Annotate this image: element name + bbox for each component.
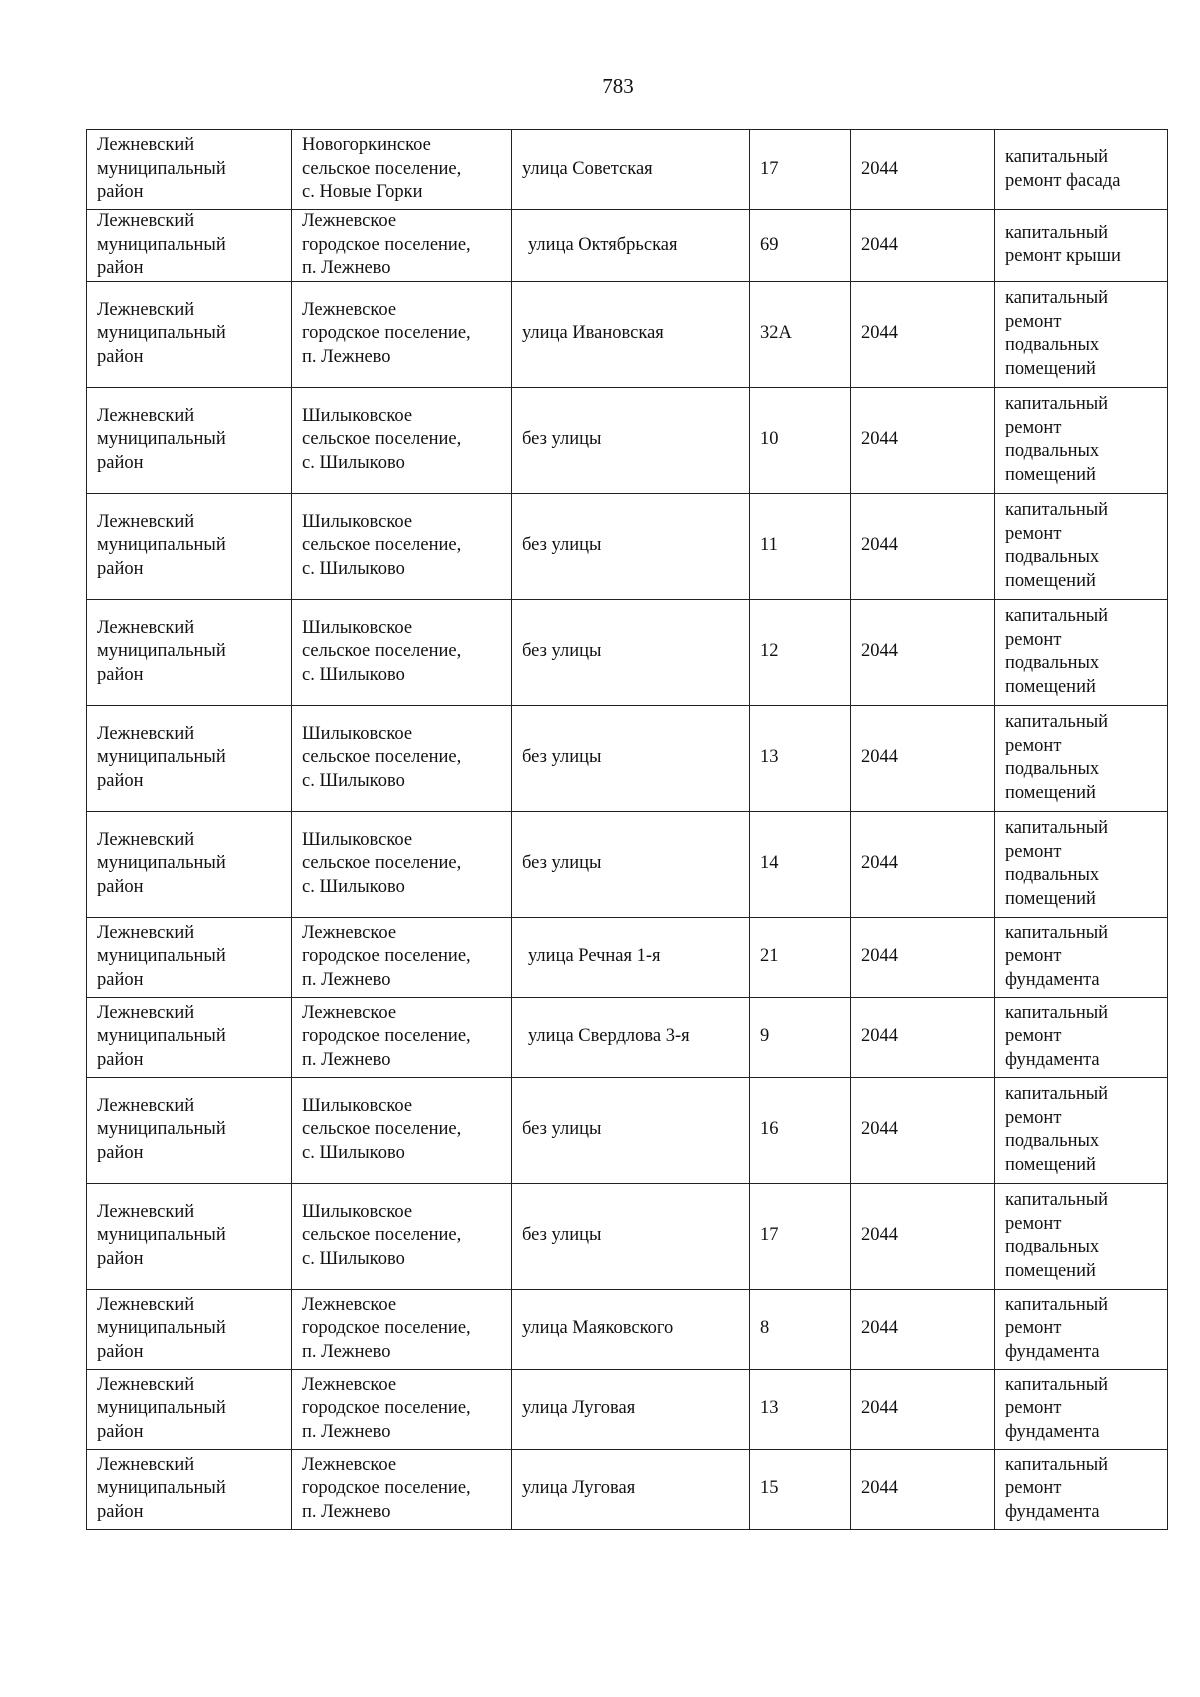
cell-street: улица Луговая — [512, 1449, 750, 1529]
cell-house: 14 — [750, 811, 851, 917]
cell-settlement: Лежневское городское поселение, п. Лежнево — [292, 281, 512, 387]
cell-district: Лежневский муниципальный район — [87, 705, 292, 811]
cell-settlement: Лежневское городское поселение, п. Лежнево — [292, 917, 512, 997]
cell-district: Лежневский муниципальный район — [87, 130, 292, 210]
cell-street: без улицы — [512, 1077, 750, 1183]
cell-settlement: Шилыковское сельское поселение, с. Шилыково — [292, 1183, 512, 1289]
cell-settlement: Лежневское городское поселение, п. Лежнево — [292, 210, 512, 282]
page-number: 783 — [602, 74, 634, 98]
cell-house: 11 — [750, 493, 851, 599]
table-row — [87, 917, 1168, 997]
cell-year: 2044 — [851, 1183, 995, 1289]
cell-year: 2044 — [851, 1449, 995, 1529]
cell-settlement: Шилыковское сельское поселение, с. Шилыково — [292, 387, 512, 493]
cell-district: Лежневский муниципальный район — [87, 493, 292, 599]
cell-district: Лежневский муниципальный район — [87, 1077, 292, 1183]
cell-street: улица Октябрьская — [512, 210, 750, 282]
cell-settlement: Шилыковское сельское поселение, с. Шилыково — [292, 811, 512, 917]
cell-street: без улицы — [512, 811, 750, 917]
cell-street: без улицы — [512, 493, 750, 599]
cell-house: 21 — [750, 917, 851, 997]
cell-settlement: Новогоркинское сельское поселение, с. Новые Горки — [292, 130, 512, 210]
cell-house: 12 — [750, 599, 851, 705]
cell-year: 2044 — [851, 281, 995, 387]
cell-settlement: Лежневское городское поселение, п. Лежнево — [292, 1289, 512, 1369]
cell-work: капитальный ремонт подвальных помещений — [995, 599, 1168, 705]
cell-work: капитальный ремонт подвальных помещений — [995, 281, 1168, 387]
cell-work: капитальный ремонт подвальных помещений — [995, 493, 1168, 599]
cell-year: 2044 — [851, 210, 995, 282]
table-row — [87, 997, 1168, 1077]
cell-settlement: Шилыковское сельское поселение, с. Шилыково — [292, 705, 512, 811]
cell-year: 2044 — [851, 917, 995, 997]
cell-year: 2044 — [851, 811, 995, 917]
table-row — [87, 210, 1168, 282]
table-row — [87, 705, 1168, 811]
table-row — [87, 811, 1168, 917]
cell-district: Лежневский муниципальный район — [87, 917, 292, 997]
cell-settlement: Лежневское городское поселение, п. Лежнево — [292, 997, 512, 1077]
cell-house: 17 — [750, 130, 851, 210]
cell-work: капитальный ремонт фундамента — [995, 1449, 1168, 1529]
cell-year: 2044 — [851, 599, 995, 705]
table-row — [87, 1077, 1168, 1183]
cell-work: капитальный ремонт подвальных помещений — [995, 705, 1168, 811]
cell-work: капитальный ремонт крыши — [995, 210, 1168, 282]
cell-district: Лежневский муниципальный район — [87, 1369, 292, 1449]
cell-district: Лежневский муниципальный район — [87, 1289, 292, 1369]
cell-house: 15 — [750, 1449, 851, 1529]
cell-house: 13 — [750, 705, 851, 811]
cell-work: капитальный ремонт подвальных помещений — [995, 387, 1168, 493]
cell-district: Лежневский муниципальный район — [87, 387, 292, 493]
table-row — [87, 1449, 1168, 1529]
table-row — [87, 493, 1168, 599]
table-row — [87, 130, 1168, 210]
cell-work: капитальный ремонт фундамента — [995, 1289, 1168, 1369]
cell-year: 2044 — [851, 387, 995, 493]
cell-district: Лежневский муниципальный район — [87, 811, 292, 917]
table-row — [87, 1183, 1168, 1289]
table-row — [87, 1289, 1168, 1369]
cell-work: капитальный ремонт подвальных помещений — [995, 1077, 1168, 1183]
table-row — [87, 1369, 1168, 1449]
cell-street: улица Маяковского — [512, 1289, 750, 1369]
cell-street: без улицы — [512, 387, 750, 493]
cell-street: улица Луговая — [512, 1369, 750, 1449]
table-row — [87, 387, 1168, 493]
cell-work: капитальный ремонт фундамента — [995, 997, 1168, 1077]
cell-year: 2044 — [851, 1289, 995, 1369]
cell-year: 2044 — [851, 1369, 995, 1449]
cell-house: 32А — [750, 281, 851, 387]
cell-district: Лежневский муниципальный район — [87, 997, 292, 1077]
cell-street: без улицы — [512, 705, 750, 811]
cell-work: капитальный ремонт фундамента — [995, 1369, 1168, 1449]
cell-district: Лежневский муниципальный район — [87, 1183, 292, 1289]
cell-street: улица Речная 1-я — [512, 917, 750, 997]
repair-schedule-table — [86, 129, 1168, 1530]
cell-street: улица Свердлова 3-я — [512, 997, 750, 1077]
table-body — [87, 130, 1168, 1530]
cell-house: 17 — [750, 1183, 851, 1289]
cell-settlement: Лежневское городское поселение, п. Лежнево — [292, 1449, 512, 1529]
cell-settlement: Шилыковское сельское поселение, с. Шилыково — [292, 599, 512, 705]
cell-settlement: Шилыковское сельское поселение, с. Шилыково — [292, 1077, 512, 1183]
table-row — [87, 599, 1168, 705]
cell-street: улица Советская — [512, 130, 750, 210]
cell-year: 2044 — [851, 130, 995, 210]
cell-work: капитальный ремонт фасада — [995, 130, 1168, 210]
cell-work: капитальный ремонт подвальных помещений — [995, 811, 1168, 917]
cell-street: улица Ивановская — [512, 281, 750, 387]
cell-year: 2044 — [851, 1077, 995, 1183]
cell-settlement: Лежневское городское поселение, п. Лежнево — [292, 1369, 512, 1449]
cell-house: 8 — [750, 1289, 851, 1369]
cell-year: 2044 — [851, 493, 995, 599]
cell-district: Лежневский муниципальный район — [87, 599, 292, 705]
cell-work: капитальный ремонт подвальных помещений — [995, 1183, 1168, 1289]
cell-street: без улицы — [512, 599, 750, 705]
cell-house: 10 — [750, 387, 851, 493]
cell-house: 13 — [750, 1369, 851, 1449]
cell-year: 2044 — [851, 997, 995, 1077]
cell-district: Лежневский муниципальный район — [87, 210, 292, 282]
cell-year: 2044 — [851, 705, 995, 811]
cell-house: 9 — [750, 997, 851, 1077]
cell-settlement: Шилыковское сельское поселение, с. Шилыково — [292, 493, 512, 599]
cell-district: Лежневский муниципальный район — [87, 1449, 292, 1529]
cell-house: 16 — [750, 1077, 851, 1183]
cell-house: 69 — [750, 210, 851, 282]
cell-district: Лежневский муниципальный район — [87, 281, 292, 387]
cell-work: капитальный ремонт фундамента — [995, 917, 1168, 997]
table-row — [87, 281, 1168, 387]
cell-street: без улицы — [512, 1183, 750, 1289]
